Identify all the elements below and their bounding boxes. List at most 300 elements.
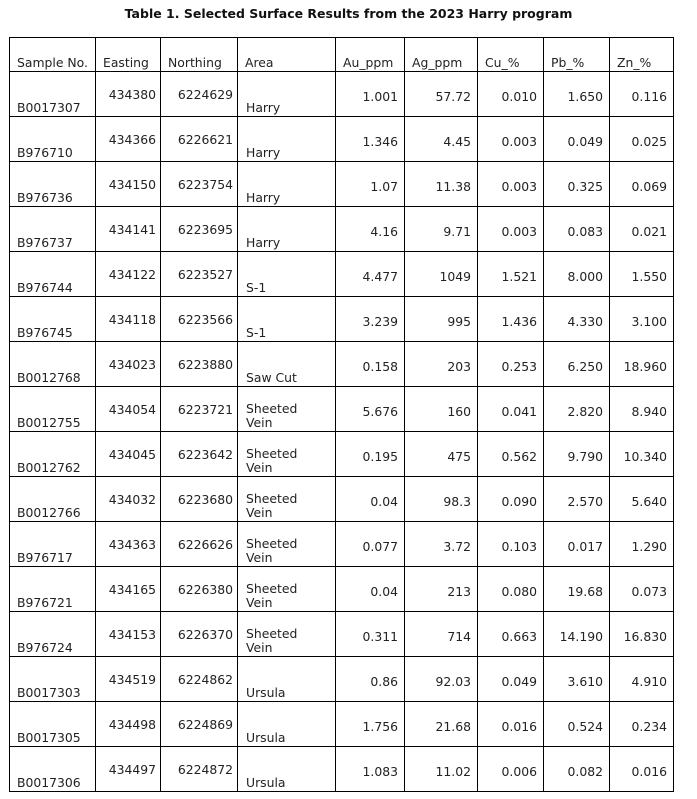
cell-ag-ppm xyxy=(405,387,478,432)
cell-zn-pct xyxy=(610,657,674,702)
header-area: Area xyxy=(238,38,336,72)
cell-ag-ppm-value: 9.71 xyxy=(443,224,471,239)
cell-easting xyxy=(96,72,161,117)
cell-area xyxy=(238,747,336,792)
cell-northing xyxy=(161,567,238,612)
cell-zn-pct xyxy=(610,702,674,747)
cell-sample-no-value: B0012768 xyxy=(17,370,81,385)
cell-easting-value: 434054 xyxy=(108,402,156,417)
cell-zn-pct xyxy=(610,432,674,477)
cell-ag-ppm-value: 213 xyxy=(447,584,471,599)
cell-zn-pct-value: 18.960 xyxy=(623,359,667,374)
cell-ag-ppm-value: 995 xyxy=(447,314,471,329)
cell-sample-no-value: B976737 xyxy=(17,235,73,250)
cell-sample-no xyxy=(10,477,96,522)
cell-cu-pct-value: 0.090 xyxy=(501,494,537,509)
cell-ag-ppm-value: 11.02 xyxy=(435,764,471,779)
cell-area-value: Ursula xyxy=(246,730,286,745)
cell-au-ppm xyxy=(336,612,405,657)
cell-cu-pct-value: 0.103 xyxy=(501,539,537,554)
table-row xyxy=(10,117,674,162)
cell-zn-pct-value: 8.940 xyxy=(631,404,667,419)
cell-pb-pct xyxy=(544,702,610,747)
table-row xyxy=(10,72,674,117)
cell-easting-value: 434498 xyxy=(108,717,156,732)
cell-sample-no-value: B976745 xyxy=(17,325,73,340)
cell-easting-value: 434497 xyxy=(108,762,156,777)
cell-area-value: Harry xyxy=(246,100,281,115)
cell-ag-ppm xyxy=(405,162,478,207)
cell-northing-value: 6224869 xyxy=(177,717,233,732)
cell-au-ppm-value: 3.239 xyxy=(362,314,398,329)
cell-au-ppm xyxy=(336,522,405,567)
cell-ag-ppm xyxy=(405,747,478,792)
cell-au-ppm xyxy=(336,72,405,117)
cell-ag-ppm xyxy=(405,342,478,387)
table-row xyxy=(10,522,674,567)
cell-sample-no xyxy=(10,117,96,162)
cell-area-value: Ursula xyxy=(246,775,286,790)
cell-area xyxy=(238,387,336,432)
cell-sample-no xyxy=(10,387,96,432)
cell-northing xyxy=(161,297,238,342)
cell-zn-pct xyxy=(610,72,674,117)
header-au-ppm: Au_ppm xyxy=(336,38,405,72)
cell-northing-value: 6224629 xyxy=(177,87,233,102)
cell-northing xyxy=(161,522,238,567)
cell-pb-pct xyxy=(544,612,610,657)
cell-area xyxy=(238,657,336,702)
cell-au-ppm-value: 0.04 xyxy=(370,584,398,599)
cell-zn-pct-value: 0.116 xyxy=(631,89,667,104)
cell-easting-value: 434363 xyxy=(108,537,156,552)
cell-cu-pct xyxy=(478,207,544,252)
cell-au-ppm xyxy=(336,432,405,477)
cell-ag-ppm xyxy=(405,207,478,252)
cell-northing xyxy=(161,612,238,657)
cell-northing-value: 6224872 xyxy=(177,762,233,777)
cell-ag-ppm-value: 3.72 xyxy=(443,539,471,554)
cell-zn-pct xyxy=(610,162,674,207)
cell-pb-pct xyxy=(544,747,610,792)
cell-au-ppm-value: 1.346 xyxy=(362,134,398,149)
cell-pb-pct xyxy=(544,207,610,252)
cell-cu-pct-value: 0.663 xyxy=(501,629,537,644)
cell-area-value: S-1 xyxy=(246,325,267,340)
cell-easting-value: 434141 xyxy=(108,222,156,237)
cell-au-ppm xyxy=(336,567,405,612)
cell-pb-pct xyxy=(544,342,610,387)
cell-cu-pct xyxy=(478,252,544,297)
cell-au-ppm xyxy=(336,297,405,342)
cell-cu-pct-value: 0.080 xyxy=(501,584,537,599)
table-row xyxy=(10,657,674,702)
cell-au-ppm-value: 5.676 xyxy=(362,404,398,419)
cell-zn-pct xyxy=(610,117,674,162)
cell-northing-value: 6223642 xyxy=(177,447,233,462)
cell-pb-pct-value: 4.330 xyxy=(567,314,603,329)
header-row xyxy=(10,38,674,72)
cell-cu-pct-value: 0.010 xyxy=(501,89,537,104)
cell-pb-pct xyxy=(544,252,610,297)
cell-au-ppm xyxy=(336,342,405,387)
cell-easting xyxy=(96,117,161,162)
cell-easting xyxy=(96,432,161,477)
cell-au-ppm-value: 1.083 xyxy=(362,764,398,779)
cell-au-ppm xyxy=(336,702,405,747)
cell-au-ppm-value: 4.16 xyxy=(370,224,398,239)
cell-area xyxy=(238,207,336,252)
cell-area xyxy=(238,342,336,387)
cell-northing-value: 6226380 xyxy=(177,582,233,597)
cell-zn-pct-value: 0.234 xyxy=(631,719,667,734)
header-pb-pct: Pb_% xyxy=(544,38,610,72)
cell-zn-pct-value: 10.340 xyxy=(623,449,667,464)
cell-au-ppm-value: 1.756 xyxy=(362,719,398,734)
cell-zn-pct xyxy=(610,477,674,522)
cell-cu-pct xyxy=(478,747,544,792)
cell-northing xyxy=(161,477,238,522)
cell-easting-value: 434122 xyxy=(108,267,156,282)
cell-zn-pct xyxy=(610,522,674,567)
cell-pb-pct-value: 0.524 xyxy=(567,719,603,734)
cell-au-ppm-value: 0.04 xyxy=(370,494,398,509)
cell-cu-pct xyxy=(478,117,544,162)
cell-pb-pct xyxy=(544,567,610,612)
cell-easting-value: 434032 xyxy=(108,492,156,507)
cell-ag-ppm xyxy=(405,477,478,522)
cell-sample-no-value: B976744 xyxy=(17,280,73,295)
cell-sample-no-value: B976736 xyxy=(17,190,73,205)
cell-northing-value: 6226621 xyxy=(177,132,233,147)
cell-ag-ppm xyxy=(405,252,478,297)
cell-sample-no xyxy=(10,297,96,342)
cell-pb-pct-value: 0.017 xyxy=(567,539,603,554)
cell-northing-value: 6223880 xyxy=(177,357,233,372)
table-row xyxy=(10,207,674,252)
cell-ag-ppm xyxy=(405,702,478,747)
cell-sample-no-value: B0017305 xyxy=(17,730,81,745)
header-cu-pct: Cu_% xyxy=(478,38,544,72)
cell-northing xyxy=(161,657,238,702)
table-row xyxy=(10,342,674,387)
cell-cu-pct xyxy=(478,162,544,207)
header-sample-no: Sample No. xyxy=(10,38,96,72)
cell-zn-pct-value: 4.910 xyxy=(631,674,667,689)
cell-ag-ppm-value: 4.45 xyxy=(443,134,471,149)
cell-sample-no xyxy=(10,342,96,387)
cell-cu-pct xyxy=(478,567,544,612)
cell-easting-value: 434118 xyxy=(108,312,156,327)
cell-pb-pct xyxy=(544,297,610,342)
cell-pb-pct-value: 1.650 xyxy=(567,89,603,104)
cell-area xyxy=(238,297,336,342)
cell-northing xyxy=(161,252,238,297)
cell-northing xyxy=(161,207,238,252)
cell-au-ppm-value: 4.477 xyxy=(362,269,398,284)
cell-northing-value: 6223680 xyxy=(177,492,233,507)
cell-pb-pct xyxy=(544,117,610,162)
cell-area-value: Sheeted Vein xyxy=(246,581,298,610)
cell-northing-value: 6224862 xyxy=(177,672,233,687)
cell-ag-ppm xyxy=(405,432,478,477)
header-ag-ppm: Ag_ppm xyxy=(405,38,478,72)
cell-au-ppm xyxy=(336,117,405,162)
cell-au-ppm-value: 0.077 xyxy=(362,539,398,554)
cell-easting xyxy=(96,477,161,522)
cell-zn-pct xyxy=(610,747,674,792)
cell-area-value: Ursula xyxy=(246,685,286,700)
cell-ag-ppm xyxy=(405,567,478,612)
cell-pb-pct-value: 9.790 xyxy=(567,449,603,464)
cell-area-value: Sheeted Vein xyxy=(246,626,298,655)
cell-zn-pct xyxy=(610,207,674,252)
cell-cu-pct xyxy=(478,387,544,432)
cell-cu-pct-value: 0.253 xyxy=(501,359,537,374)
cell-pb-pct-value: 19.68 xyxy=(567,584,603,599)
cell-zn-pct xyxy=(610,252,674,297)
cell-area xyxy=(238,72,336,117)
cell-cu-pct-value: 0.562 xyxy=(501,449,537,464)
table-header xyxy=(10,38,674,72)
cell-pb-pct xyxy=(544,657,610,702)
cell-au-ppm xyxy=(336,477,405,522)
cell-easting xyxy=(96,342,161,387)
cell-zn-pct xyxy=(610,387,674,432)
cell-easting xyxy=(96,162,161,207)
cell-sample-no xyxy=(10,612,96,657)
cell-cu-pct-value: 0.003 xyxy=(501,134,537,149)
cell-northing xyxy=(161,387,238,432)
cell-pb-pct xyxy=(544,162,610,207)
cell-au-ppm xyxy=(336,657,405,702)
cell-ag-ppm xyxy=(405,297,478,342)
cell-au-ppm xyxy=(336,747,405,792)
cell-cu-pct-value: 0.006 xyxy=(501,764,537,779)
cell-area-value: Harry xyxy=(246,145,281,160)
cell-cu-pct xyxy=(478,342,544,387)
cell-zn-pct-value: 0.069 xyxy=(631,179,667,194)
cell-easting xyxy=(96,297,161,342)
cell-cu-pct xyxy=(478,297,544,342)
cell-pb-pct xyxy=(544,387,610,432)
cell-cu-pct xyxy=(478,612,544,657)
cell-sample-no-value: B976710 xyxy=(17,145,73,160)
cell-au-ppm xyxy=(336,162,405,207)
cell-zn-pct xyxy=(610,297,674,342)
cell-easting-value: 434150 xyxy=(108,177,156,192)
cell-northing-value: 6226370 xyxy=(177,627,233,642)
cell-ag-ppm-value: 98.3 xyxy=(443,494,471,509)
cell-sample-no-value: B976721 xyxy=(17,595,73,610)
cell-zn-pct-value: 1.550 xyxy=(631,269,667,284)
cell-zn-pct-value: 0.025 xyxy=(631,134,667,149)
cell-zn-pct-value: 0.021 xyxy=(631,224,667,239)
cell-au-ppm xyxy=(336,252,405,297)
cell-pb-pct-value: 2.570 xyxy=(567,494,603,509)
cell-northing xyxy=(161,432,238,477)
cell-ag-ppm xyxy=(405,657,478,702)
cell-cu-pct xyxy=(478,72,544,117)
cell-ag-ppm-value: 475 xyxy=(447,449,471,464)
cell-ag-ppm-value: 160 xyxy=(447,404,471,419)
cell-sample-no xyxy=(10,522,96,567)
cell-area-value: S-1 xyxy=(246,280,267,295)
cell-sample-no xyxy=(10,657,96,702)
cell-zn-pct-value: 0.073 xyxy=(631,584,667,599)
cell-easting-value: 434045 xyxy=(108,447,156,462)
table-row xyxy=(10,747,674,792)
cell-pb-pct-value: 3.610 xyxy=(567,674,603,689)
cell-area xyxy=(238,162,336,207)
cell-cu-pct-value: 0.003 xyxy=(501,224,537,239)
cell-sample-no xyxy=(10,72,96,117)
table-caption: Table 1. Selected Surface Results from the 2023 Harry program xyxy=(124,6,573,21)
table-row xyxy=(10,162,674,207)
cell-pb-pct-value: 0.049 xyxy=(567,134,603,149)
cell-pb-pct xyxy=(544,522,610,567)
cell-cu-pct-value: 0.016 xyxy=(501,719,537,734)
table-row xyxy=(10,612,674,657)
header-zn-pct: Zn_% xyxy=(610,38,674,72)
cell-area xyxy=(238,567,336,612)
header-northing: Northing xyxy=(161,38,238,72)
cell-northing-value: 6223566 xyxy=(177,312,233,327)
cell-northing xyxy=(161,702,238,747)
cell-zn-pct xyxy=(610,567,674,612)
cell-zn-pct-value: 0.016 xyxy=(631,764,667,779)
cell-cu-pct-value: 0.041 xyxy=(501,404,537,419)
cell-pb-pct-value: 0.083 xyxy=(567,224,603,239)
results-table xyxy=(9,37,674,792)
cell-pb-pct-value: 0.325 xyxy=(567,179,603,194)
cell-au-ppm-value: 0.311 xyxy=(362,629,398,644)
cell-area xyxy=(238,522,336,567)
cell-pb-pct xyxy=(544,477,610,522)
cell-pb-pct-value: 0.082 xyxy=(567,764,603,779)
cell-zn-pct-value: 3.100 xyxy=(631,314,667,329)
cell-cu-pct-value: 0.049 xyxy=(501,674,537,689)
cell-cu-pct xyxy=(478,657,544,702)
cell-area-value: Saw Cut xyxy=(246,370,297,385)
cell-cu-pct xyxy=(478,477,544,522)
cell-zn-pct-value: 1.290 xyxy=(631,539,667,554)
cell-sample-no-value: B0017303 xyxy=(17,685,81,700)
table-row xyxy=(10,297,674,342)
cell-area-value: Sheeted Vein xyxy=(246,536,298,565)
cell-cu-pct xyxy=(478,702,544,747)
cell-au-ppm-value: 1.001 xyxy=(362,89,398,104)
cell-sample-no xyxy=(10,567,96,612)
cell-area xyxy=(238,702,336,747)
cell-cu-pct xyxy=(478,432,544,477)
cell-ag-ppm xyxy=(405,612,478,657)
cell-easting xyxy=(96,657,161,702)
cell-au-ppm-value: 0.86 xyxy=(370,674,398,689)
cell-ag-ppm xyxy=(405,117,478,162)
cell-sample-no xyxy=(10,162,96,207)
cell-pb-pct-value: 6.250 xyxy=(567,359,603,374)
cell-easting xyxy=(96,252,161,297)
cell-sample-no-value: B0017307 xyxy=(17,100,81,115)
cell-ag-ppm-value: 21.68 xyxy=(435,719,471,734)
cell-ag-ppm-value: 11.38 xyxy=(435,179,471,194)
cell-northing-value: 6223695 xyxy=(177,222,233,237)
cell-ag-ppm-value: 92.03 xyxy=(435,674,471,689)
cell-easting-value: 434366 xyxy=(108,132,156,147)
cell-northing xyxy=(161,117,238,162)
cell-sample-no-value: B0017306 xyxy=(17,775,81,790)
cell-ag-ppm xyxy=(405,72,478,117)
cell-pb-pct-value: 8.000 xyxy=(567,269,603,284)
cell-ag-ppm-value: 203 xyxy=(447,359,471,374)
table-row xyxy=(10,432,674,477)
cell-cu-pct-value: 0.003 xyxy=(501,179,537,194)
cell-au-ppm-value: 0.158 xyxy=(362,359,398,374)
cell-au-ppm xyxy=(336,207,405,252)
cell-area-value: Sheeted Vein xyxy=(246,401,298,430)
cell-au-ppm-value: 0.195 xyxy=(362,449,398,464)
cell-zn-pct xyxy=(610,612,674,657)
cell-easting-value: 434519 xyxy=(108,672,156,687)
cell-easting xyxy=(96,207,161,252)
cell-cu-pct-value: 1.436 xyxy=(501,314,537,329)
cell-northing-value: 6223754 xyxy=(177,177,233,192)
cell-sample-no xyxy=(10,207,96,252)
cell-easting xyxy=(96,387,161,432)
cell-northing-value: 6226626 xyxy=(177,537,233,552)
cell-area xyxy=(238,477,336,522)
cell-ag-ppm-value: 714 xyxy=(447,629,471,644)
cell-northing-value: 6223721 xyxy=(177,402,233,417)
cell-area xyxy=(238,432,336,477)
table-body xyxy=(10,72,674,792)
table-row xyxy=(10,702,674,747)
cell-easting xyxy=(96,567,161,612)
cell-zn-pct-value: 16.830 xyxy=(623,629,667,644)
cell-ag-ppm-value: 57.72 xyxy=(435,89,471,104)
cell-easting xyxy=(96,702,161,747)
cell-easting xyxy=(96,522,161,567)
cell-au-ppm xyxy=(336,387,405,432)
cell-pb-pct xyxy=(544,72,610,117)
cell-sample-no xyxy=(10,432,96,477)
cell-au-ppm-value: 1.07 xyxy=(370,179,398,194)
cell-cu-pct-value: 1.521 xyxy=(501,269,537,284)
cell-area xyxy=(238,117,336,162)
cell-easting xyxy=(96,612,161,657)
cell-sample-no xyxy=(10,252,96,297)
cell-easting-value: 434380 xyxy=(108,87,156,102)
cell-sample-no-value: B976717 xyxy=(17,550,73,565)
table-row xyxy=(10,567,674,612)
cell-easting-value: 434153 xyxy=(108,627,156,642)
table-row xyxy=(10,252,674,297)
cell-area-value: Harry xyxy=(246,235,281,250)
cell-northing xyxy=(161,72,238,117)
cell-area-value: Harry xyxy=(246,190,281,205)
cell-area xyxy=(238,612,336,657)
cell-cu-pct xyxy=(478,522,544,567)
table-row xyxy=(10,477,674,522)
cell-sample-no-value: B976724 xyxy=(17,640,73,655)
cell-area xyxy=(238,252,336,297)
cell-northing xyxy=(161,747,238,792)
cell-easting-value: 434165 xyxy=(108,582,156,597)
cell-pb-pct-value: 14.190 xyxy=(559,629,603,644)
cell-area-value: Sheeted Vein xyxy=(246,491,298,520)
cell-zn-pct xyxy=(610,342,674,387)
